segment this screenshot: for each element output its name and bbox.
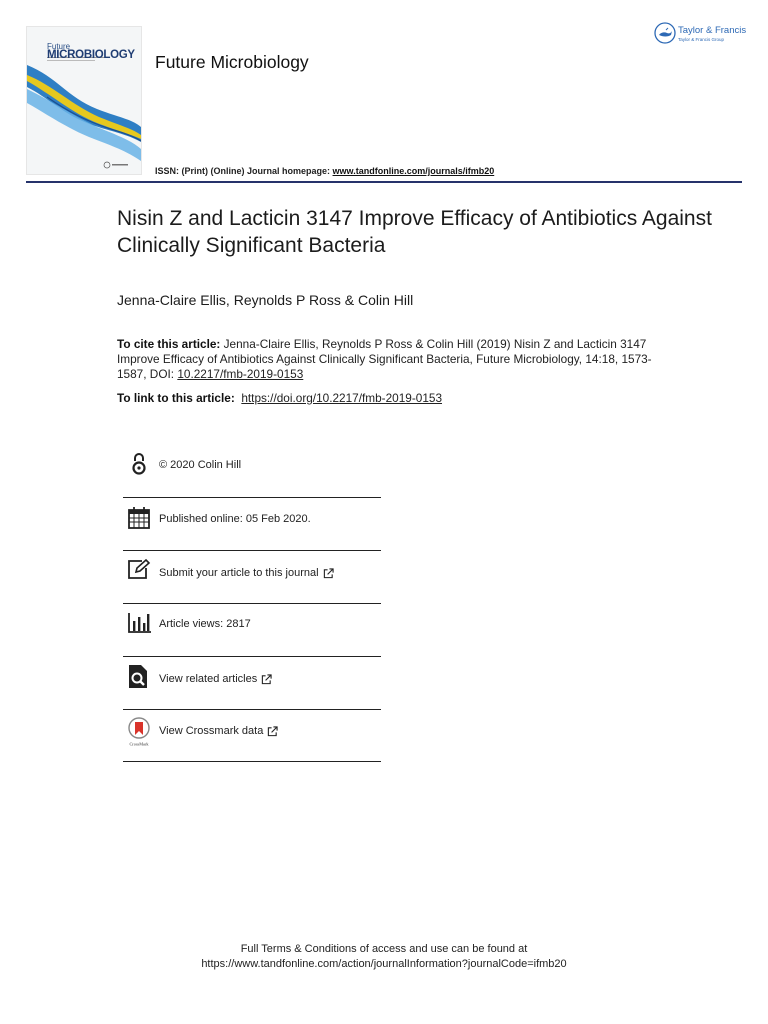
journal-homepage-link[interactable]: www.tandfonline.com/journals/ifmb20 (332, 166, 495, 176)
link-label: To link to this article: (117, 391, 235, 405)
issn-line (155, 166, 494, 176)
info-divider (123, 497, 381, 498)
crossmark-text[interactable]: View Crossmark data (159, 725, 264, 737)
open-access-icon (127, 452, 151, 476)
taylor-francis-lamp-icon (654, 22, 676, 44)
submit-article-text[interactable]: Submit your article to this journal (159, 567, 319, 579)
article-doi-link[interactable]: https://doi.org/10.2217/fmb-2019-0153 (241, 391, 443, 405)
info-divider (123, 761, 381, 762)
related-articles-icon (127, 664, 151, 688)
cover-journal-small: Future (47, 42, 71, 51)
submit-article-label[interactable] (159, 567, 334, 579)
article-link-row (117, 391, 442, 405)
journal-name: Future Microbiology (155, 52, 309, 72)
info-divider (123, 656, 381, 657)
crossmark-icon (127, 717, 151, 747)
external-link-icon (261, 674, 272, 685)
publisher-logo[interactable] (654, 22, 747, 49)
crossmark-label[interactable] (159, 725, 278, 737)
publisher-group: Taylor & Francis Group (678, 37, 725, 42)
journal-cover-image (26, 26, 142, 175)
header-rule (26, 181, 742, 183)
related-articles-text[interactable]: View related articles (159, 673, 258, 685)
info-divider (123, 550, 381, 551)
copyright-item (123, 452, 381, 480)
citation-block (117, 337, 662, 382)
external-link-icon (267, 726, 278, 737)
article-authors: Jenna-Claire Ellis, Reynolds P Ross & Colin Hill (117, 292, 414, 308)
external-link-icon (323, 568, 334, 579)
related-articles-label[interactable] (159, 673, 272, 685)
issn-label: ISSN: (Print) (Online) Journal homepage: (155, 166, 331, 176)
copyright-label: © 2020 Colin Hill (159, 459, 242, 471)
publisher-name: Taylor & Francis (678, 25, 747, 36)
info-divider (123, 709, 381, 710)
article-views-item (123, 611, 381, 639)
published-label: Published online: 05 Feb 2020. (159, 513, 311, 525)
edit-icon (127, 558, 151, 582)
footer-terms (0, 942, 768, 972)
article-title: Nisin Z and Lacticin 3147 Improve Efficacy of Antibiotics Against Clinically Significant Bacteria (117, 207, 712, 257)
cite-doi-link[interactable]: 10.2217/fmb-2019-0153 (177, 367, 304, 381)
article-views-label: Article views: 2817 (159, 618, 251, 630)
crossmark-caption: CrossMark (129, 741, 149, 747)
bar-chart-icon (127, 611, 151, 635)
calendar-icon (127, 506, 151, 530)
info-divider (123, 603, 381, 604)
cite-text: Jenna-Claire Ellis, Reynolds P Ross & Colin Hill (2019) Nisin Z and Lacticin 3147 Improve Efficacy of Antibiotics Against Clinically Significant Bacteria, Future Microbiology, 14:18, 1573-1587, DOI: (117, 337, 652, 381)
published-item (123, 506, 381, 534)
footer-terms-link[interactable]: https://www.tandfonline.com/action/journalInformation?journalCode=ifmb20 (201, 958, 567, 970)
cite-label: To cite this article: (117, 337, 221, 351)
crossmark-item[interactable] (123, 717, 381, 747)
submit-article-item[interactable] (123, 558, 381, 586)
related-articles-item[interactable] (123, 664, 381, 692)
footer-line-1: Full Terms & Conditions of access and use can be found at (240, 943, 528, 955)
cover-journal-big: MICROBIOLOGY (47, 49, 135, 61)
